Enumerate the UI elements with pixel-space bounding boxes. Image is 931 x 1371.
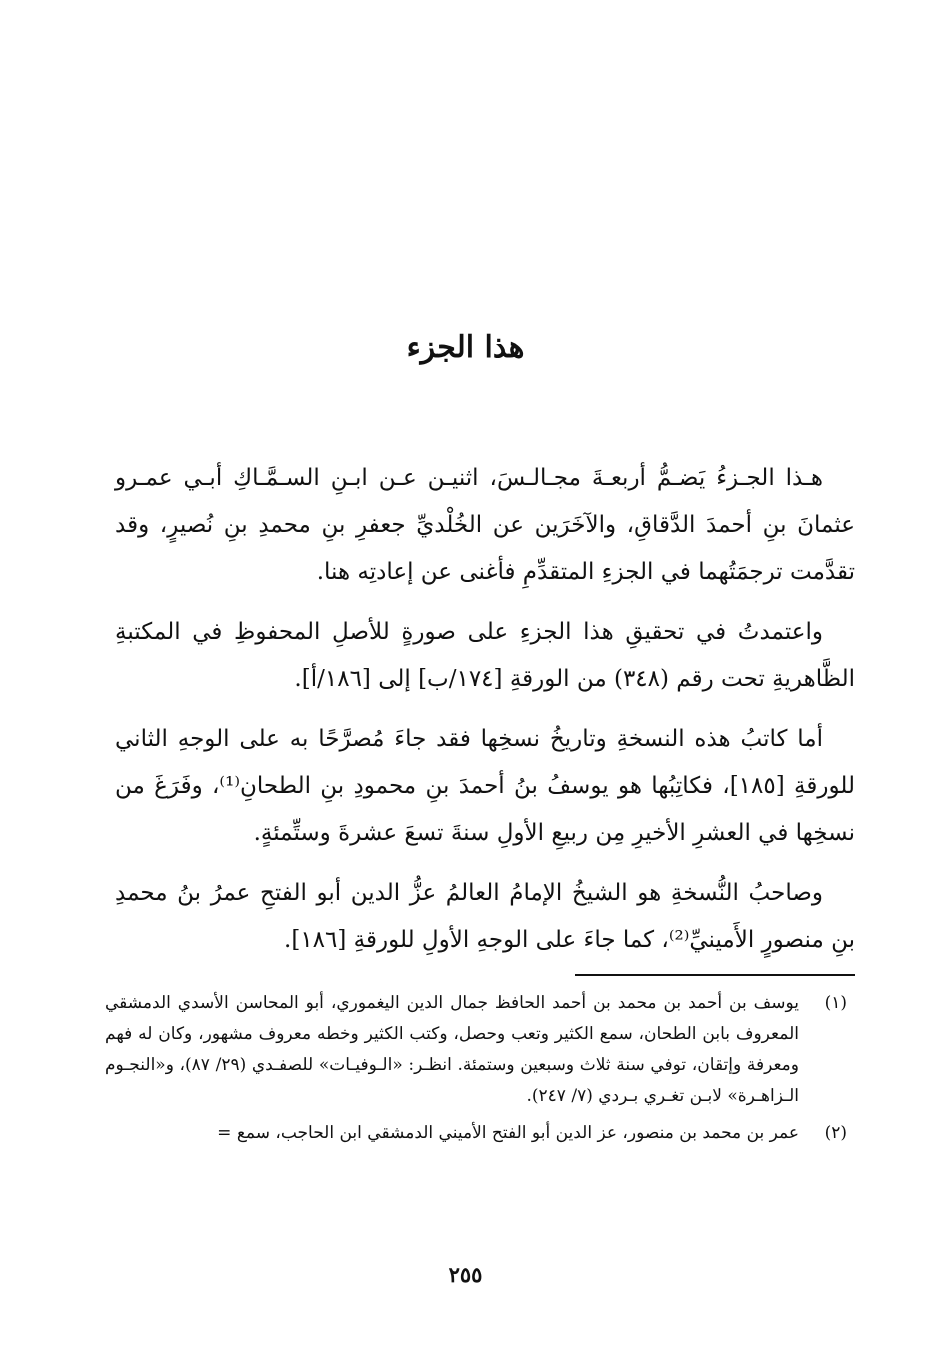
footnote-1 — [105, 988, 847, 1112]
footnote-number: (١) — [824, 993, 847, 1013]
footnote-2 — [105, 1118, 847, 1149]
footnote-number: (٢) — [824, 1123, 847, 1143]
section-title: هذا الجزء — [406, 330, 525, 365]
footnote-text: يوسف بن أحمد بن محمد بن أحمد الحافظ جمال الدين اليغموري، أبو المحاسن الأسدي الدمشقي المعروف بابن الطحان، سمع الكثير وتعب وحصل، وكتب الكثير وخطه معروف مشهور، وكان له فهم ومعرفة وإتقان، توفي سنة ثلاث وسبعين وستمئة. انظـر: «الـوفيـات» للصفـدي (٢٩/ ٨٧)، و«النجـوم الـزاهـرة» لابـن تغـري بـردي (٧/ ٢٤٧). — [105, 993, 799, 1106]
paragraph-owner: وصاحبُ النُّسخةِ هو الشيخُ الإمامُ العالمُ عزُّ الدين أبو الفتحِ عمرُ بنُ محمدِ بنِ منصورٍ الأَمينيِّ⁽²⁾، كما جاءَ على الوجهِ الأولِ للورقةِ [١٨٦]. — [115, 880, 855, 953]
paragraph-source: واعتمدتُ في تحقيقِ هذا الجزءِ على صورةٍ للأصلِ المحفوظِ في المكتبةِ الظَّاهريةِ تحت رقم (٣٤٨) من الورقةِ [١٧٤/ب] إلى [١٨٦/أ]. — [115, 619, 855, 692]
paragraph-intro: هـذا الجـزءُ يَضـمُّ أربعـةَ مجـالـسَ، اثنيـن عـن ابـنِ السـمَّـاكِ أبـي عمـرو عثمانَ بنِ أحمدَ الدَّقاقِ، والآخَرَين عن الخُلْديِّ جعفرِ بنِ محمدِ بنِ نُصيرٍ، وقد تقدَّمت ترجمَتُهما في الجزءِ المتقدِّمِ فأغنى عن إعادتِه هنا. — [115, 465, 855, 585]
body-text — [115, 455, 855, 977]
footnote-text: عمر بن محمد بن منصور، عز الدين أبو الفتح الأميني الدمشقي ابن الحاجب، سمع = — [217, 1123, 799, 1143]
page-number: ٢٥٥ — [448, 1262, 483, 1287]
footnote-separator — [575, 974, 855, 976]
paragraph-copyist: أما كاتبُ هذه النسخةِ وتاريخُ نسخِها فقد جاءَ مُصرَّحًا به على الوجهِ الثاني للورقةِ [١٨٥]، فكاتِبُها هو يوسفُ بنُ أحمدَ بنِ محمودِ بنِ الطحانِ⁽¹⁾، وفَرَغَ من نسخِها في العشرِ الأخيرِ مِن ربيعِ الأولِ سنةَ تسعَ عشرةَ وستِّمئةٍ. — [115, 726, 855, 846]
footnotes — [105, 988, 847, 1155]
